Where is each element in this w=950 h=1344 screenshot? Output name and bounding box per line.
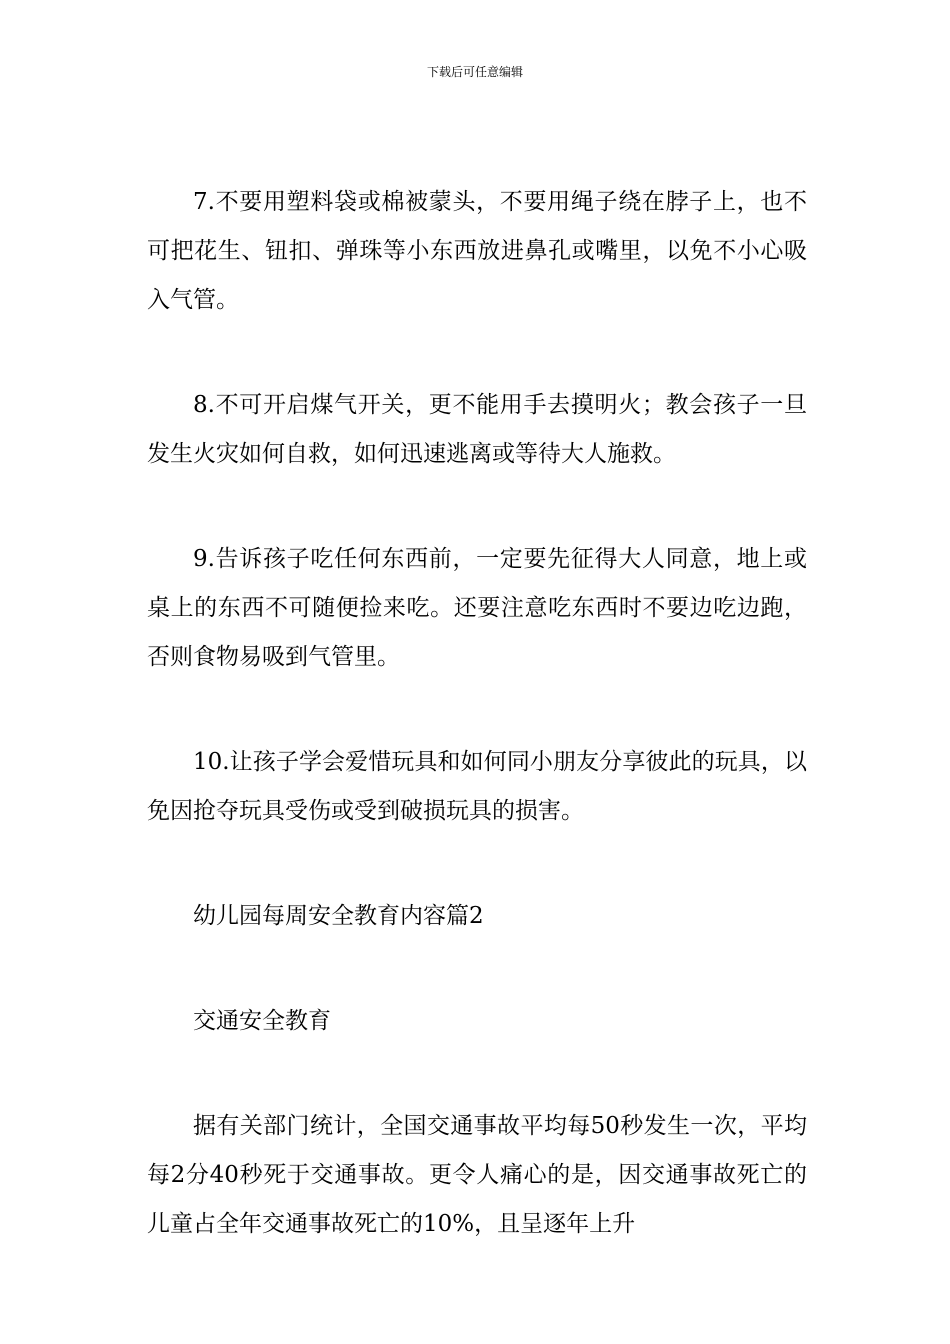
traffic-safety-paragraph: 据有关部门统计，全国交通事故平均每50秒发生一次，平均每2分40秒死于交通事故。更令人痛心的是，因交通事故死亡的儿童占全年交通事故死亡的10%，且呈逐年上升 xyxy=(147,1113,807,1237)
paragraph-item-9: 9.告诉孩子吃任何东西前，一定要先征得大人同意，地上或桌上的东西不可随便捡来吃。还要注意吃东西时不要边吃边跑，否则食物易吸到气管里。 xyxy=(147,546,807,670)
paragraph-item-7: 7.不要用塑料袋或棉被蒙头，不要用绳子绕在脖子上，也不可把花生、钮扣、弹珠等小东西放进鼻孔或嘴里，以免不小心吸入气管。 xyxy=(147,189,807,313)
document-body xyxy=(147,178,807,1249)
paragraph-item-10: 10.让孩子学会爱惜玩具和如何同小朋友分享彼此的玩具，以免因抢夺玩具受伤或受到破损玩具的损害。 xyxy=(147,749,807,824)
page-header: 下载后可任意编辑 xyxy=(426,65,523,79)
paragraph-item-8: 8.不可开启煤气开关，更不能用手去摸明火；教会孩子一旦发生火灾如何自救，如何迅速逃离或等待大人施救。 xyxy=(147,392,807,467)
subsection-title: 交通安全教育 xyxy=(193,1008,331,1034)
section-title: 幼儿园每周安全教育内容篇2 xyxy=(193,903,484,929)
